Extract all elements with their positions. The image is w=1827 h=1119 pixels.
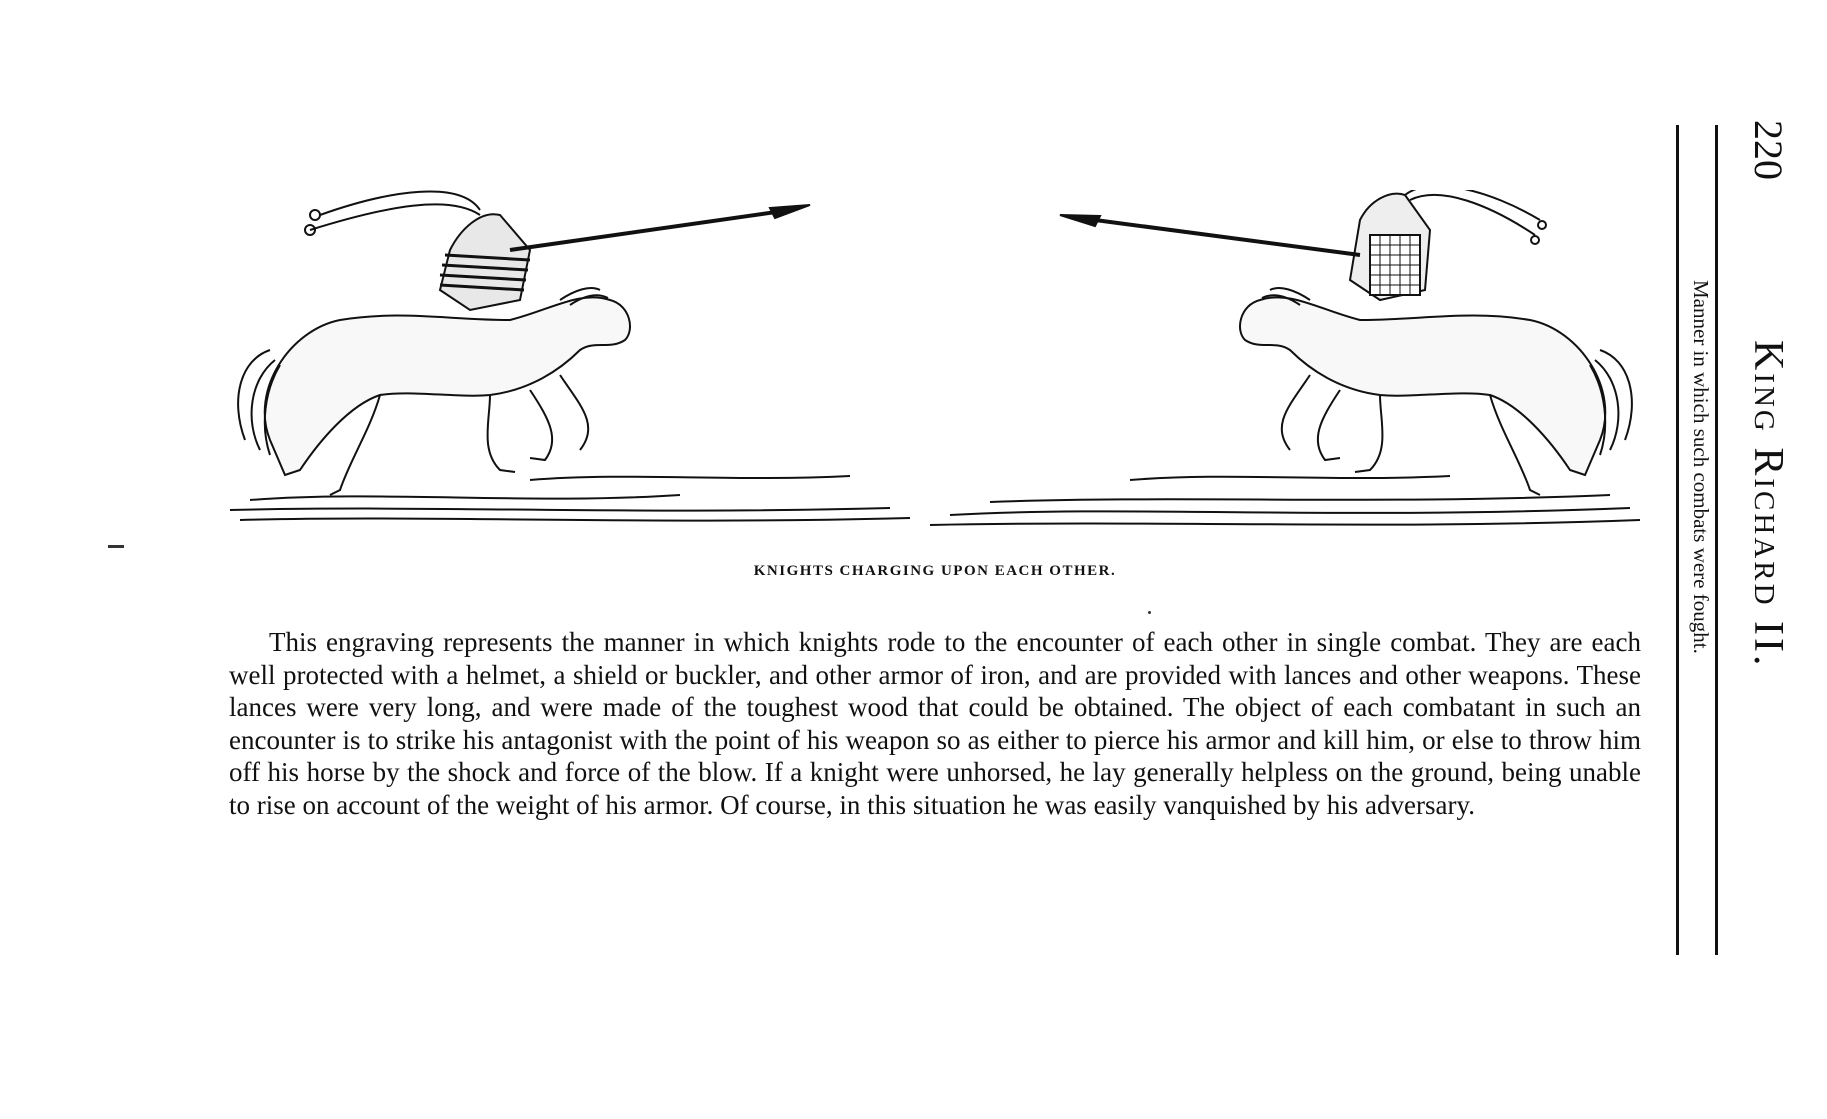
page-number: 220 — [1746, 120, 1791, 180]
running-title: King Richard II. — [1745, 340, 1791, 669]
margin-rule-right — [1715, 125, 1718, 955]
left-knight — [238, 191, 810, 495]
side-note: Manner in which such combats were fought. — [1689, 280, 1713, 654]
margin-rule-left — [1676, 125, 1679, 955]
page-speck — [108, 545, 124, 548]
page-dot — [1148, 611, 1151, 614]
body-paragraph: This engraving represents the manner in which knights rode to the encounter of each other in single combat. They are each well protected with a helmet, a shield or buckler, and other armor of iron, and are provided with lances and other weapons. These lances were very long, and were made of the toughest wood that could be obtained. The object of each combatant in such an encounter is to strike his antagonist with the point of his weapon so as either to pierce his armor and kill him, or else to throw him off his horse by the shock and force of the blow. If a knight were unhorsed, he lay generally helpless on the ground, being unable to rise on account of the weight of his armor. Of course, in this situation he was easily vanquished by his adversary. — [229, 627, 1641, 820]
knights-engraving — [230, 190, 1640, 550]
right-knight — [1060, 190, 1632, 495]
ground-hatching — [230, 476, 1640, 525]
figure-caption: KNIGHTS CHARGING UPON EACH OTHER. — [753, 563, 1117, 579]
